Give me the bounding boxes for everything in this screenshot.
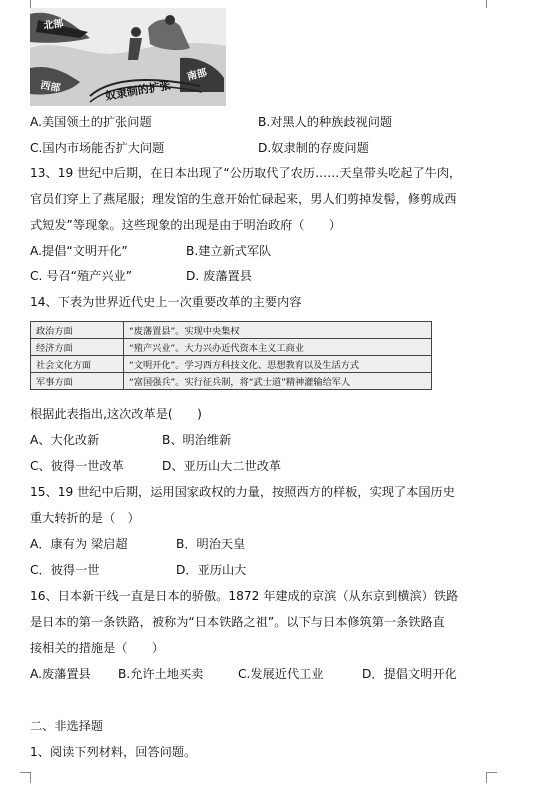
q15-option-c: C．彼得一世 xyxy=(30,563,100,577)
q16-stem-line-1: 16、日本新干线一直是日本的骄傲。1872 年建成的京滨（从东京到横滨）铁路 xyxy=(30,589,459,603)
q13-stem-line-2: 官员们穿上了燕尾服；理发馆的生意开始忙碌起来，男人们剪掉发髻，修剪成西 xyxy=(30,192,457,206)
table-cell-content: “文明开化”。学习西方科技文化、思想教育以及生活方式 xyxy=(124,356,432,373)
table-cell-aspect: 经济方面 xyxy=(31,339,124,356)
q16-stem-line-2: 是日本的第一条铁路，被称为“日本铁路之祖”。以下与日本修筑第一条铁路直 xyxy=(30,615,445,629)
crop-mark-bottom-left xyxy=(20,772,31,783)
table-cell-content: “殖产兴业”。大力兴办近代资本主义工商业 xyxy=(124,339,432,356)
q15-stem-line-2: 重大转折的是（ ） xyxy=(30,511,140,525)
cartoon-label-north: 北部 xyxy=(42,18,65,32)
slavery-expansion-cartoon xyxy=(30,8,226,106)
table-cell-aspect: 社会文化方面 xyxy=(31,356,124,373)
q15-option-b: B．明治天皇 xyxy=(176,537,246,551)
table-cell-aspect: 军事方面 xyxy=(31,373,124,390)
q15-stem-line-1: 15、19 世纪中后期，运用国家政权的力量，按照西方的样板，实现了本国历史 xyxy=(30,485,455,499)
q16-option-b: B.允许土地买卖 xyxy=(118,667,204,681)
section-2-question-1: 1、阅读下列材料，回答问题。 xyxy=(30,745,197,759)
cartoon-label-west: 西部 xyxy=(39,80,62,95)
cartoon-label-south: 南部 xyxy=(186,67,209,83)
q13-option-c: C. 号召“殖产兴业” xyxy=(30,269,133,283)
crop-mark-top-left xyxy=(20,0,31,8)
q14-option-c: C、彼得一世改革 xyxy=(30,459,124,473)
q15-option-a: A．康有为 梁启超 xyxy=(30,537,128,551)
table-row xyxy=(31,373,432,390)
q13-option-d: D. 废藩置县 xyxy=(186,269,252,283)
q15-option-d: D．亚历山大 xyxy=(176,563,247,577)
q16-option-a: A.废藩置县 xyxy=(30,667,91,681)
q14-ask: 根据此表指出,这次改革是( ) xyxy=(30,407,202,421)
q14-option-a: A、大化改新 xyxy=(30,433,100,447)
table-row xyxy=(31,356,432,373)
section-2-title: 二、非选择题 xyxy=(30,719,104,733)
q12-option-a: A.美国领土的扩张问题 xyxy=(30,115,152,129)
table-cell-content: “废藩置县”。实现中央集权 xyxy=(124,322,432,339)
cartoon-caption: 奴隶制的扩张 xyxy=(104,78,172,103)
q16-stem-line-3: 接相关的措施是（ ） xyxy=(30,641,165,655)
q16-option-c: C.发展近代工业 xyxy=(238,667,324,681)
q13-stem-line-1: 13、19 世纪中后期，在日本出现了“公历取代了农历……天皇带头吃起了牛肉， xyxy=(30,166,462,180)
q13-option-a: A.提倡“文明开化” xyxy=(30,244,128,258)
reform-content-table xyxy=(30,321,432,390)
q12-option-d: D.奴隶制的存废问题 xyxy=(258,141,369,155)
q14-option-b: B、明治维新 xyxy=(162,433,232,447)
q16-option-d: D．提倡文明开化 xyxy=(362,667,457,681)
table-cell-aspect: 政治方面 xyxy=(31,322,124,339)
table-row xyxy=(31,339,432,356)
q13-stem-line-3: 式短发”等现象。这些现象的出现是由于明治政府（ ） xyxy=(30,218,342,232)
q14-option-d: D、亚历山大二世改革 xyxy=(162,459,282,473)
q13-option-b: B.建立新式军队 xyxy=(186,244,272,258)
q14-stem: 14、下表为世界近代史上一次重要改革的主要内容 xyxy=(30,295,302,309)
q12-option-b: B.对黑人的种族歧视问题 xyxy=(258,115,393,129)
table-row xyxy=(31,322,432,339)
table-cell-content: “富国强兵”。实行征兵制，将“武士道”精神灌输给军人 xyxy=(124,373,432,390)
crop-mark-bottom-right xyxy=(486,772,497,783)
q12-option-c: C.国内市场能否扩大问题 xyxy=(30,141,165,155)
crop-mark-top-right xyxy=(486,0,497,8)
